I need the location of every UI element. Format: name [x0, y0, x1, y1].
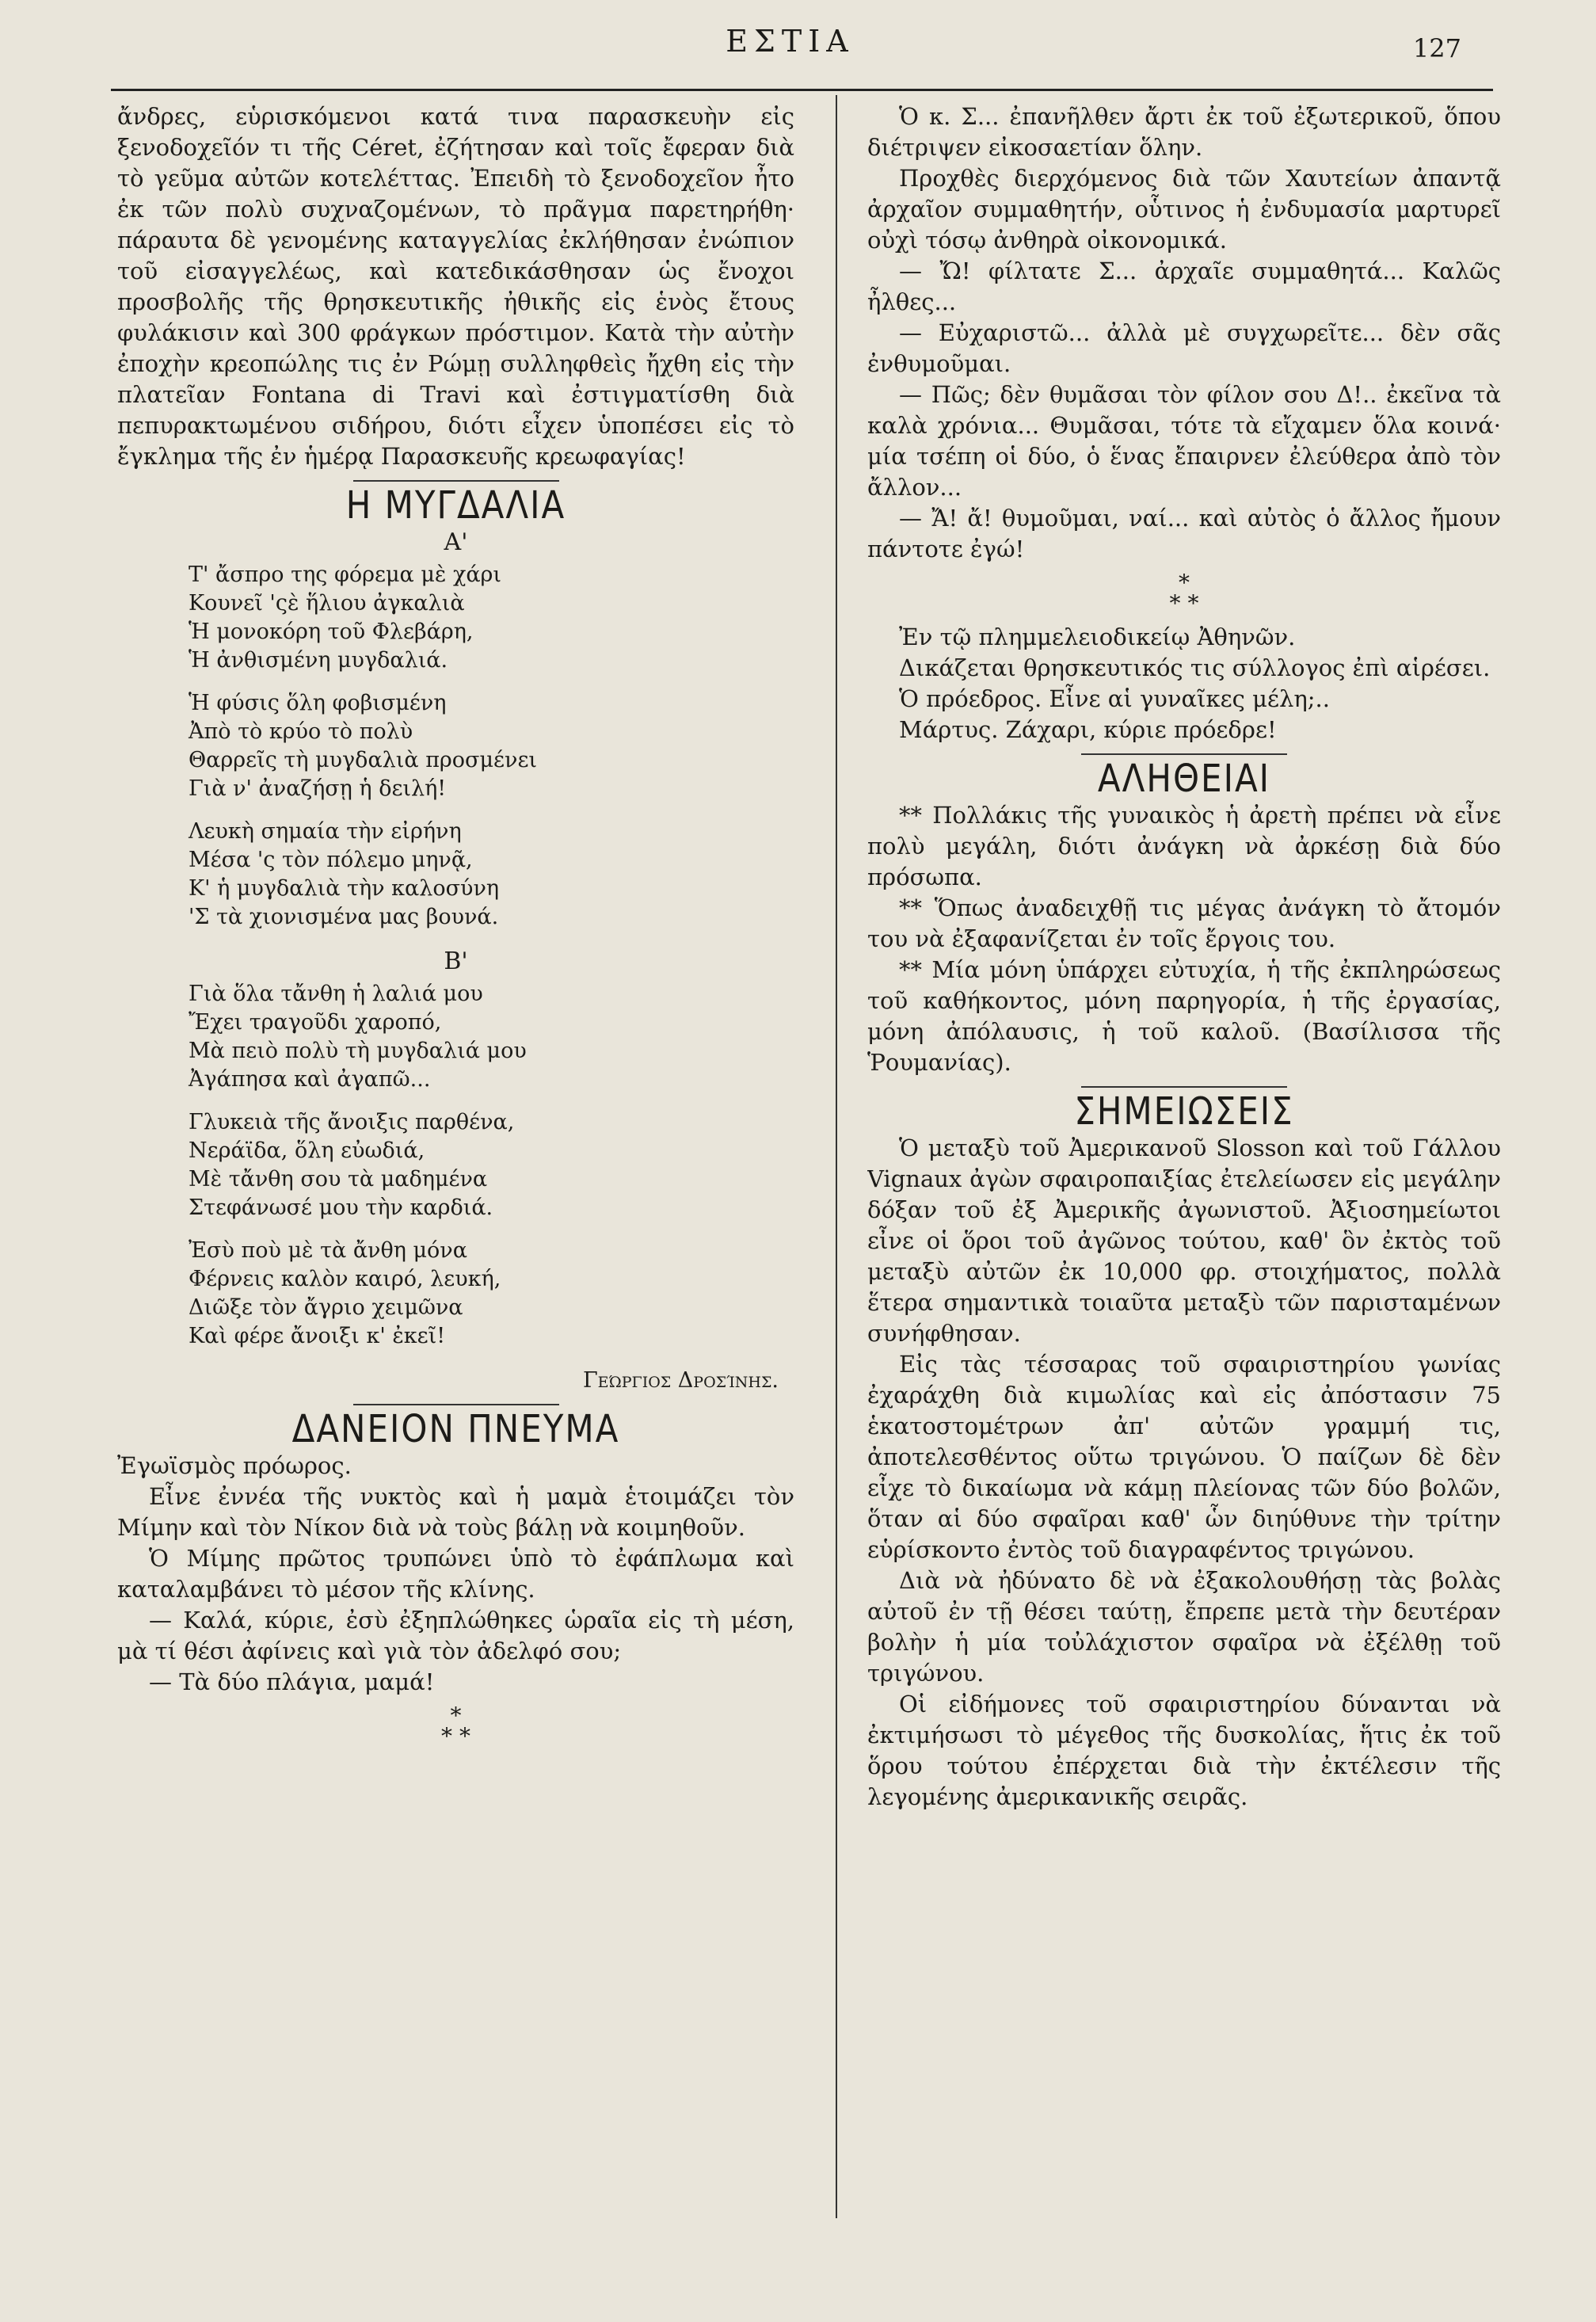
paragraph: Ὁ κ. Σ... ἐπανῆλθεν ἄρτι ἐκ τοῦ ἐξωτερικοῦ, ὅπου διέτριψεν εἰκοσαετίαν ὅλην. — [867, 103, 1501, 161]
paragraph: — Πῶς; δὲν θυμᾶσαι τὸν φίλον σου Δ!.. ἐκεῖνα τὰ καλὰ χρόνια... Θυμᾶσαι, τότε τὰ εἴχαμεν ὅλα κοινά· μία τσέπη οἱ δύο, ὁ ἕνας ἔπαιρνεν ἐλεύθερα ἀπὸ τὸν ἄλλον... — [867, 381, 1501, 501]
verse: Γιὰ ν' ἀναζήσῃ ἡ δειλή! — [189, 776, 447, 801]
verse: Ἡ μονοκόρη τοῦ Φλεβάρη, — [189, 620, 474, 644]
paragraph: — Εὐχαριστῶ... ἀλλὰ μὲ συγχωρεῖτε... δὲν σᾶς ἐνθυμοῦμαι. — [867, 319, 1501, 377]
section-title-daneion: ΔΑΝΕΙΟΝ ΠΝΕΥΜΑ — [291, 1406, 620, 1451]
verse: Νεράϊδα, ὅλη εὐωδιά, — [189, 1138, 425, 1163]
journal-title: ΕΣΤΙΑ — [726, 24, 855, 59]
verse: Ἔχει τραγοῦδι χαροπό, — [189, 1010, 442, 1035]
stanza-5 — [189, 1108, 794, 1222]
stanza-6 — [189, 1237, 794, 1351]
left-column — [117, 101, 794, 2288]
paragraph: Εἶνε ἐννέα τῆς νυκτὸς καὶ ἡ μαμὰ ἑτοιμάζει τὸν Μίμην καὶ τὸν Νίκον διὰ νὰ τοὺς βάλῃ νὰ κοιμηθοῦν. — [117, 1483, 794, 1541]
verse: Ἀπὸ τὸ κρύο τὸ πολὺ — [189, 719, 413, 744]
verse: 'Σ τὰ χιονισμένα μας βουνά. — [189, 905, 499, 929]
stanza-2 — [189, 689, 794, 803]
page-number: 127 — [1412, 33, 1461, 63]
article-continuation: ἄνδρες, εὑρισκόμενοι κατά τινα παρασκευὴν εἰς ξενοδοχεῖόν τι τῆς Céret, ἐζήτησαν καὶ τοῖς ἔφεραν διὰ τὸ γεῦμα αὐτῶν κοτελέττας. Ἐπειδὴ τὸ ξενοδοχεῖον ἦτο ἐκ τῶν πολὺ συχναζομένων, τὸ πρᾶγμα παρετηρήθη· πάραυτα δὲ γενομένης καταγγελίας ἐκλήθησαν ἐνώπιον τοῦ εἰσαγγελέως, καὶ κατεδικάσθησαν ὡς ἔνοχοι προσβολῆς τῆς θρησκευτικῆς ἠθικῆς εἰς ἑνὸς ἔτους φυλάκισιν καὶ 300 φράγκων πρόστιμον. Κατὰ τὴν αὐτὴν ἐποχὴν κρεοπώλης τις ἐν Ρώμῃ συλληφθεὶς ἤχθη εἰς τὴν πλατεῖαν Fontana di Travi καὶ ἐστιγματίσθη διὰ πεπυρακτωμένου σιδήρου, διότι εἶχεν ὑποπέσει εἰς τὸ ἔγκλημα τῆς ἐν ἡμέρᾳ Παρασκευῆς κρεωφαγίας! — [117, 103, 794, 470]
verse: Μὲ τἄνθη σου τὰ μαδημένα — [189, 1167, 488, 1192]
aphorism: ** Μία μόνη ὑπάρχει εὐτυχία, ἡ τῆς ἐκπληρώσεως τοῦ καθήκοντος, μόνη παρηγορία, ἡ τῆς ἐργασίας, μόνη ἀπόλαυσις, ἡ τοῦ καλοῦ. (Βασίλισσα τῆς Ῥουμανίας). — [867, 956, 1501, 1076]
asterism: * * * — [1169, 570, 1199, 616]
stanza-3 — [189, 818, 794, 932]
right-column — [867, 101, 1501, 2288]
paragraph: Ὁ πρόεδρος. Εἶνε αἱ γυναῖκες μέλη;.. — [899, 685, 1330, 712]
separator — [1081, 753, 1287, 755]
stanza-4 — [189, 980, 794, 1094]
subtitle: Ἐγωϊσμὸς πρόωρος. — [117, 1452, 352, 1479]
verse: Φέρνεις καλὸν καιρό, λευκή, — [189, 1267, 501, 1291]
separator — [1081, 1086, 1287, 1088]
verse: Ἀγάπησα καὶ ἀγαπῶ... — [189, 1067, 431, 1092]
verse: Ἐσὺ ποὺ μὲ τὰ ἄνθη μόνα — [189, 1238, 467, 1263]
header-rule — [111, 89, 1493, 91]
verse: Ἡ ἀνθισμένη μυγδαλιά. — [189, 648, 448, 673]
paragraph: Ἐν τῷ πλημμελειοδικείῳ Ἀθηνῶν. — [899, 623, 1296, 650]
page-header — [111, 24, 1469, 71]
paragraph: Εἰς τὰς τέσσαρας τοῦ σφαιριστηρίου γωνίας ἐχαράχθη διὰ κιμωλίας καὶ εἰς ἀπόστασιν 75 ἑκατοστομέτρων ἀπ' αὐτῶν γραμμή τις, ἀποτελεσθέντος οὕτω τριγώνου. Ὁ παίζων δὲ δὲν εἶχε τὸ δικαίωμα νὰ κάμῃ πλείονας τῶν δύο βολῶν, ὅταν αἱ δύο σφαῖραι καθ' ὧν διηύθυνε τὴν τρίτην εὑρίσκοντο ἐντὸς τοῦ διαγραφέντος τριγώνου. — [867, 1351, 1501, 1563]
paragraph: Ὁ μεταξὺ τοῦ Ἀμερικανοῦ Slosson καὶ τοῦ Γάλλου Vignaux ἀγὼν σφαιροπαιξίας ἐτελείωσεν εἰς μεγάλην δόξαν τοῦ ἐξ Ἀμερικῆς ἀγωνιστοῦ. Ἀξιοσημείωτοι εἶνε οἱ ὅροι τοῦ ἀγῶνος τούτου, καθ' ὃν ἐκτὸς τοῦ μεταξὺ αὐτῶν ἐκ 10,000 φρ. στοιχήματος, πολλὰ ἕτερα σημαντικὰ τοιαῦτα μεταξὺ τῶν παρισταμένων συνήφθησαν. — [867, 1134, 1501, 1347]
asterism: * * * — [441, 1702, 470, 1749]
separator — [353, 480, 559, 482]
paragraph: Διὰ νὰ ἠδύνατο δὲ νὰ ἐξακολουθήσῃ τὰς βολὰς αὐτοῦ ἐν τῇ θέσει ταύτῃ, ἔπρεπε μετὰ τὴν δευτέραν βολὴν ἡ μία τοὐλάχιστον σφαῖρα νὰ ἐξέλθῃ τοῦ τριγώνου. — [867, 1567, 1501, 1687]
paragraph: Οἱ εἰδήμονες τοῦ σφαιριστηρίου δύνανται νὰ ἐκτιμήσωσι τὸ μέγεθος τῆς δυσκολίας, ἥτις ἐκ τοῦ ὅρου τούτου ἐπέρχεται διὰ τὴν ἐκτέλεσιν τῆς λεγομένης ἀμερικανικῆς σειρᾶς. — [867, 1691, 1501, 1810]
verse: Γιὰ ὅλα τἄνθη ἡ λαλιά μου — [189, 982, 483, 1006]
verse: Κουνεῖ 'ςὲ ἥλιου ἀγκαλιὰ — [189, 591, 465, 616]
verse: Θαρρεῖς τὴ μυγδαλιὰ προσμένει — [189, 748, 538, 772]
poem-title: Η ΜΥΓΔΑΛΙΑ — [345, 482, 566, 528]
poem — [189, 561, 794, 932]
paragraph: Προχθὲς διερχόμενος διὰ τῶν Χαυτείων ἀπαντᾷ ἀρχαῖον συμμαθητήν, οὗτινος ἡ ἐνδυμασία μαρτυρεῖ οὐχὶ τόσῳ ἀνθηρὰ οἰκονομικά. — [867, 165, 1501, 254]
paragraph: — Ἄ! ἄ! θυμοῦμαι, ναί... καὶ αὐτὸς ὁ ἄλλος ἤμουν πάντοτε ἐγώ! — [867, 505, 1501, 562]
paragraph: Μάρτυς. Ζάχαρι, κύριε πρόεδρε! — [899, 716, 1277, 743]
verse: Ἡ φύσις ὅλη φοβισμένη — [189, 691, 447, 715]
verse: Μὰ πειὸ πολὺ τὴ μυγδαλιά μου — [189, 1039, 527, 1063]
verse: Καὶ φέρε ἄνοιξι κ' ἐκεῖ! — [189, 1324, 446, 1348]
verse: Μέσα 'ς τὸν πόλεμο μηνᾷ, — [189, 848, 473, 872]
verse: Διῶξε τὸν ἄγριο χειμῶνα — [189, 1295, 463, 1320]
paragraph: — Καλά, κύριε, ἐσὺ ἐξηπλώθηκες ὡραῖα εἰς τὴ μέση, μὰ τί θέσι ἀφίνεις καὶ γιὰ τὸν ἀδελφό σου; — [117, 1607, 794, 1664]
stanza-1 — [189, 561, 794, 675]
aphorism: ** Πολλάκις τῆς γυναικὸς ἡ ἀρετὴ πρέπει νὰ εἶνε πολὺ μεγάλη, διότι ἀνάγκη νὰ ἀρκέσῃ διὰ δύο πρόσωπα. — [867, 802, 1501, 890]
poem-part-b-body — [189, 980, 794, 1351]
verse: Γλυκειὰ τῆς ἄνοιξις παρθένα, — [189, 1110, 515, 1134]
section-title-alitheiai: ΑΛΗΘΕΙΑΙ — [1097, 756, 1271, 801]
verse: Τ' ἄσπρο της φόρεμα μὲ χάρι — [189, 562, 502, 587]
aphorism: ** Ὅπως ἀναδειχθῇ τις μέγας ἀνάγκη τὸ ἄτομόν του νὰ ἐξαφανίζεται ἐν τοῖς ἔργοις του. — [867, 894, 1501, 952]
paragraph: — Τὰ δύο πλάγια, μαμά! — [149, 1668, 435, 1695]
section-title-simeioseis: ΣΗΜΕΙΩΣΕΙΣ — [1074, 1089, 1294, 1134]
verse: Κ' ἡ μυγδαλιὰ τὴν καλοσύνη — [189, 876, 500, 901]
paragraph: Ὁ Μίμης πρῶτος τρυπώνει ὑπὸ τὸ ἐφάπλωμα καὶ καταλαμβάνει τὸ μέσον τῆς κλίνης. — [117, 1545, 794, 1603]
poem-part-a: Α' — [444, 528, 468, 556]
poem-signature: Γεώργιος Δροσίνης. — [582, 1368, 779, 1393]
verse: Λευκὴ σημαία τὴν εἰρήνη — [189, 819, 462, 844]
separator — [353, 1404, 559, 1405]
paragraph: Δικάζεται θρησκευτικός τις σύλλογος ἐπὶ αἱρέσει. — [899, 654, 1491, 681]
paragraph: — Ὤ! φίλτατε Σ... ἀρχαῖε συμμαθητά... Καλῶς ἦλθες... — [867, 257, 1501, 315]
poem-part-b: Β' — [444, 947, 468, 975]
column-rule — [836, 95, 837, 2218]
verse: Στεφάνωσέ μου τὴν καρδιά. — [189, 1195, 493, 1220]
